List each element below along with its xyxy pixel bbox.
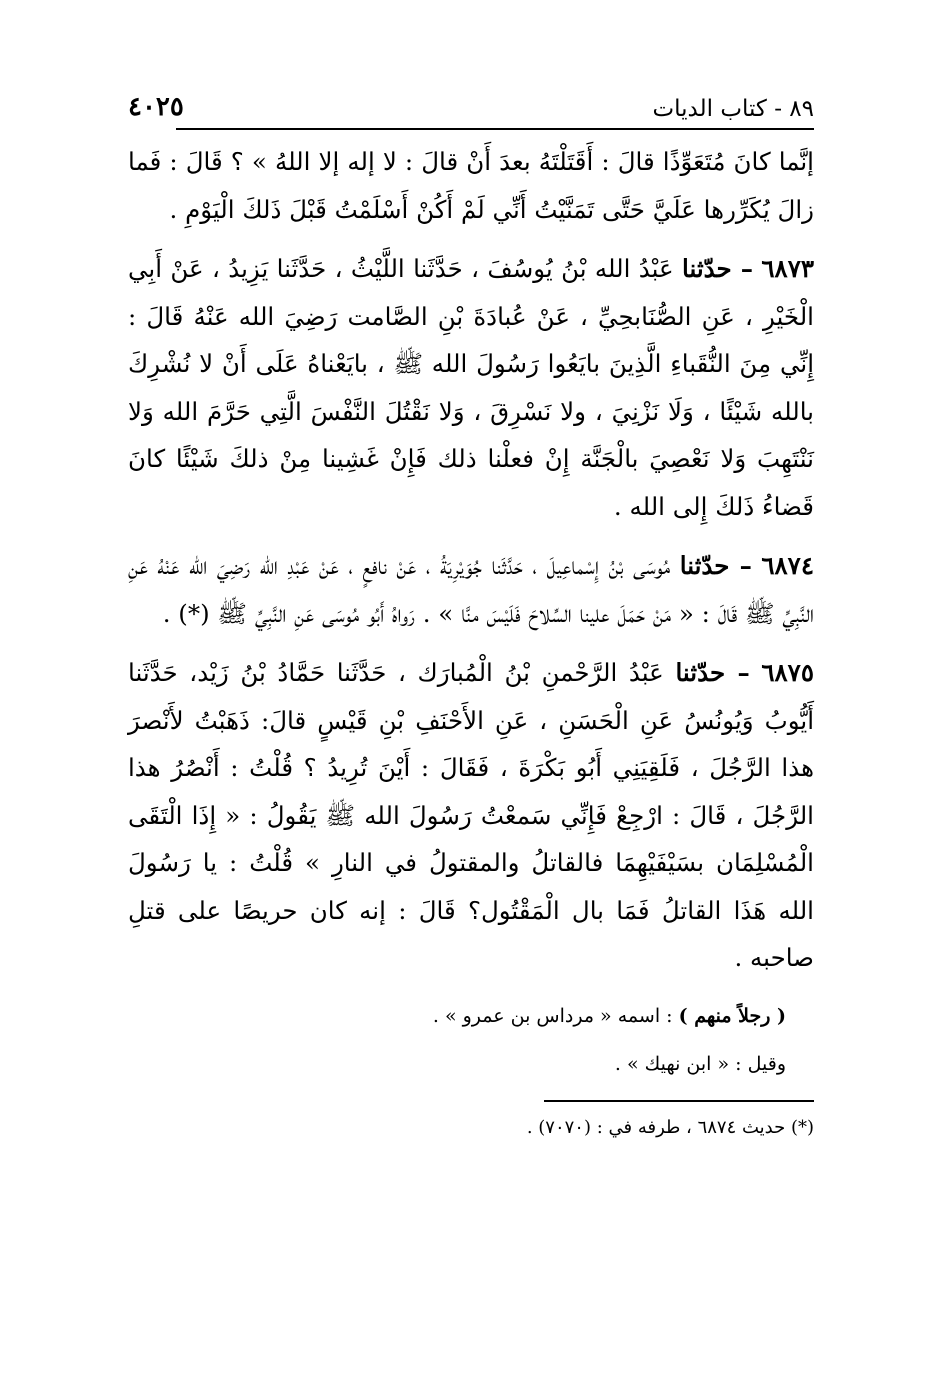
- continuation-paragraph: [128, 138, 814, 233]
- page-number: ٤٠٢٥: [128, 92, 184, 122]
- main-text: [128, 138, 814, 982]
- chapter-title: ٨٩ - كتاب الديات: [652, 96, 814, 122]
- hadith-paragraph: ٦٨٧٥ – حدّثنا عَبْدُ الرَّحْمنِ بْنُ الْمُبارَك ، حَدَّثَنا حَمَّادُ بْنُ زَيْد، حَدَّثَنا أَيُّوبُ وَيُونُسُ عَنِ الْحَسَنِ ، عَنِ الأَحْنَفِ بْنِ قَيْسٍ قالَ: ذَهَبْتُ لأَنْصرَ هذا الرَّجُلَ ، فَلَقِيَنِي أَبُو بَكْرَةَ ، فَقَالَ : أَيْنَ تُرِيدُ ؟ قُلْتُ : أَنْصُرُ هذا الرَّجُلَ ، قَالَ : ارْجِعْ فَإِنِّي سَمعْتُ رَسُولَ الله ﷺ يَقُولُ : « إِذَا الْتَقَى الْمُسْلِمَان بسَيْفَيْهِمَا فالقاتلُ والمقتولُ في النارِ » قُلْتُ : يا رَسُولَ الله هَذَا القاتلُ فَمَا بال الْمَقْتُول؟ قَالَ : إنه كان حريصًا على قتلِ صاحبه .: [128, 658, 814, 972]
- hadith-haddatha: حدّثنا: [679, 551, 730, 580]
- hadith-text: مُوسَى بْنُ إِسْماعِيلَ ، حَدَّثَنا جُوَيْرِيَةُ ، عَنْ نافعٍ ، عَنْ عَبْدِ الله رَضِيَ الله عَنْهُ عَنِ النَّبِيِّ ﷺ قَالَ : « مَنْ حَمَلَ علينا السِّلاحَ فَلَيْسَ منَّا » . رَواهُ أَبُو مُوسَى عَنِ النَّبِيِّ ﷺ (*) .: [128, 551, 814, 628]
- hadith-number: ٦٨٧٣: [761, 254, 815, 283]
- footnote-rule: [544, 1100, 814, 1102]
- page: [128, 82, 814, 1148]
- footnote: (*) حديث ٦٨٧٤ ، طرفه في : (٧٠٧٠) .: [526, 1116, 814, 1138]
- hadith-number: ٦٨٧٤: [761, 551, 814, 580]
- gloss-term: ( رجلاً منهم ): [678, 1004, 786, 1027]
- header-rule: [176, 128, 814, 130]
- gloss-line: [128, 994, 814, 1038]
- hadith-haddatha: حدّثنا: [675, 658, 726, 687]
- running-header: [128, 82, 814, 122]
- hadith-text: عَبْدُ الله بْنُ يُوسُفَ ، حَدَّثَنا اللَّيْثُ ، حَدَّثَنا يَزِيدُ ، عَنْ أَبِي الْخَيْرِ ، عَنِ الصُّنَابحِيِّ ، عَنْ عُبادَةَ بْنِ الصَّامت رَضِيَ الله عَنْهُ قَالَ : إِنِّي مِنَ النُّقَباءِ الَّذِينَ بايَعُوا رَسُولَ الله ﷺ ، بايَعْناهُ عَلَى أَنْ لا نُشْرِكَ بالله شَيْئًا ، وَلَا نَزْنِيَ ، ولا نَسْرِقَ ، وَلا نَقْتُلَ النَّفْسَ الَّتِي حَرَّمَ الله وَلا نَنْتَهِبَ وَلا نَعْصِيَ بالْجَنَّة إِنْ فعلْنا ذلك فَإِنْ غَشِينا مِنْ ذلكَ شَيْئًا كانَ قَضاءُ ذَلكَ إِلى الله .: [128, 254, 814, 521]
- hadith-text: عَبْدُ الرَّحْمنِ بْنُ الْمُبارَك ، حَدَّثَنا حَمَّادُ بْنُ زَيْد، حَدَّثَنا أَيُّوبُ وَيُونُسُ عَنِ الْحَسَنِ ، عَنِ الأَحْنَفِ بْنِ قَيْسٍ قالَ: ذَهَبْتُ لأَنْصرَ هذا الرَّجُلَ ، فَلَقِيَنِي أَبُو بَكْرَةَ ، فَقَالَ : أَيْنَ تُرِيدُ ؟ قُلْتُ : أَنْصُرُ هذا الرَّجُلَ ، قَالَ : ارْجِعْ فَإِنِّي سَمعْتُ رَسُولَ الله ﷺ يَقُولُ : « إِذَا الْتَقَى الْمُسْلِمَان بسَيْفَيْهِمَا فالقاتلُ والمقتولُ في النارِ » قُلْتُ : يا رَسُولَ الله هَذَا القاتلُ فَمَا بال الْمَقْتُول؟ قَالَ : إنه كان حريصًا على قتلِ صاحبه .: [128, 658, 814, 972]
- gloss-text: : اسمه « مرداس بن عمرو » .: [432, 1004, 673, 1027]
- hadith-paragraph: ٦٨٧٤ – حدّثنا مُوسَى بْنُ إِسْماعِيلَ ، حَدَّثَنا جُوَيْرِيَةُ ، عَنْ نافعٍ ، عَنْ عَبْدِ الله رَضِيَ الله عَنْهُ عَنِ النَّبِيِّ ﷺ قَالَ : « مَنْ حَمَلَ علينا السِّلاحَ فَلَيْسَ منَّا » . رَواهُ أَبُو مُوسَى عَنِ النَّبِيِّ ﷺ (*) .: [128, 551, 814, 628]
- hadith-paragraph: ٦٨٧٣ – حدّثنا عَبْدُ الله بْنُ يُوسُفَ ، حَدَّثَنا اللَّيْثُ ، حَدَّثَنا يَزِيدُ ، عَنْ أَبِي الْخَيْرِ ، عَنِ الصُّنَابحِيِّ ، عَنْ عُبادَةَ بْنِ الصَّامت رَضِيَ الله عَنْهُ قَالَ : إِنِّي مِنَ النُّقَباءِ الَّذِينَ بايَعُوا رَسُولَ الله ﷺ ، بايَعْناهُ عَلَى أَنْ لا نُشْرِكَ بالله شَيْئًا ، وَلَا نَزْنِيَ ، ولا نَسْرِقَ ، وَلا نَقْتُلَ النَّفْسَ الَّتِي حَرَّمَ الله وَلا نَنْتَهِبَ وَلا نَعْصِيَ بالْجَنَّة إِنْ فعلْنا ذلك فَإِنْ غَشِينا مِنْ ذلكَ شَيْئًا كانَ قَضاءُ ذَلكَ إِلى الله .: [128, 254, 815, 521]
- continuation-text: إنَّما كانَ مُتَعَوِّذًا قالَ : أَقَتَلْتَهُ بعدَ أَنْ قالَ : لا إله إلا اللهُ » ؟ قَالَ : فَما زالَ يُكَرِّرها عَلَيَّ حَتَّى تَمَنَّيْتُ أَنِّي لَمْ أَكُنْ أَسْلَمْتُ قَبْلَ ذَلكَ الْيَوْمِ .: [128, 147, 814, 224]
- gloss-line: [128, 1042, 814, 1086]
- gloss-text: وقيل : « ابن نهيك » .: [614, 1052, 786, 1075]
- hadith-haddatha: حدّثنا: [681, 254, 732, 283]
- hadith-number: ٦٨٧٥: [761, 658, 814, 687]
